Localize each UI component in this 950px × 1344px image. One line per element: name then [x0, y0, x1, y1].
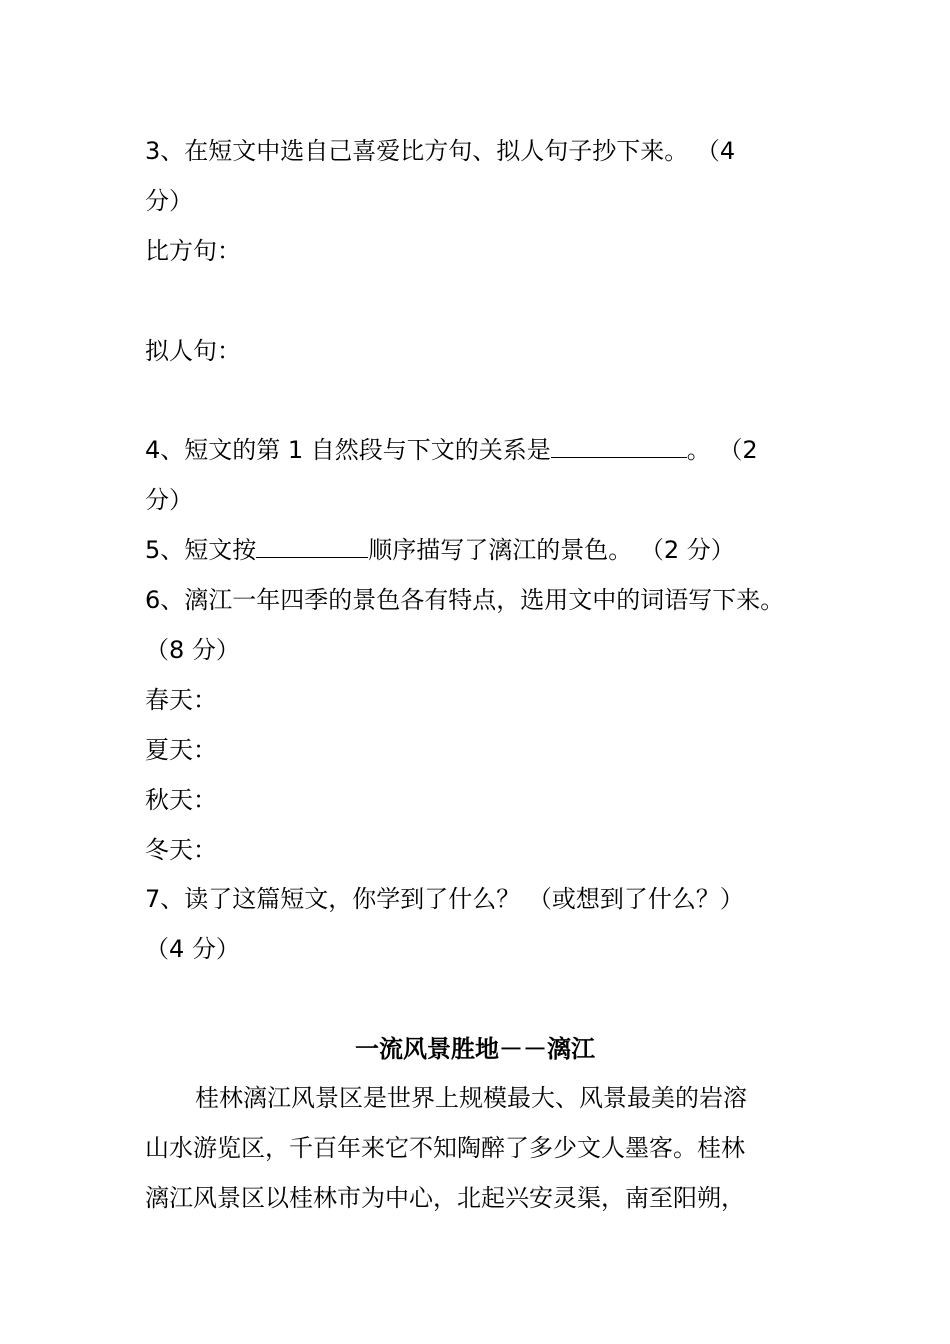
- article-title: 一流风景胜地－－漓江: [355, 1035, 595, 1063]
- article-line-3: 漓江风景区以桂林市为中心，北起兴安灵渠，南至阳朔，: [145, 1184, 745, 1212]
- question-4-line-2: 分）: [145, 486, 193, 514]
- question-5-answer-blank[interactable]: [256, 535, 368, 558]
- article-line-2: 山水游览区，千百年来它不知陶醉了多少文人墨客。桂林: [145, 1134, 745, 1162]
- article-line-1: 桂林漓江风景区是世界上规模最大、风景最美的岩溶: [195, 1084, 747, 1112]
- question-6-line-2: （8 分）: [145, 636, 240, 664]
- question-4-text-before: 4、短文的第 1 自然段与下文的关系是: [145, 436, 551, 464]
- winter-label: 冬天：: [145, 836, 217, 864]
- autumn-label: 秋天：: [145, 786, 217, 814]
- question-5-text-after: 顺序描写了漓江的景色。 （2 分）: [368, 536, 735, 564]
- question-3-line-2: 分）: [145, 187, 193, 215]
- simile-label: 比方句：: [145, 237, 241, 265]
- question-4-text-after: 。 （2: [686, 436, 758, 464]
- question-4-answer-blank[interactable]: [551, 435, 687, 458]
- personification-label: 拟人句：: [145, 337, 241, 365]
- summer-label: 夏天：: [145, 736, 217, 764]
- question-7-line-1: 7、读了这篇短文，你学到了什么？ （或想到了什么？）: [145, 885, 744, 913]
- spring-label: 春天：: [145, 686, 217, 714]
- question-5-text-before: 5、短文按: [145, 536, 257, 564]
- question-5-line: [145, 535, 735, 565]
- question-6-line-1: 6、漓江一年四季的景色各有特点，选用文中的词语写下来。: [145, 586, 785, 614]
- question-7-line-2: （4 分）: [145, 935, 240, 963]
- question-3-line-1: 3、在短文中选自己喜爱比方句、拟人句子抄下来。 （4: [145, 137, 736, 165]
- question-4-line-1: [145, 435, 758, 465]
